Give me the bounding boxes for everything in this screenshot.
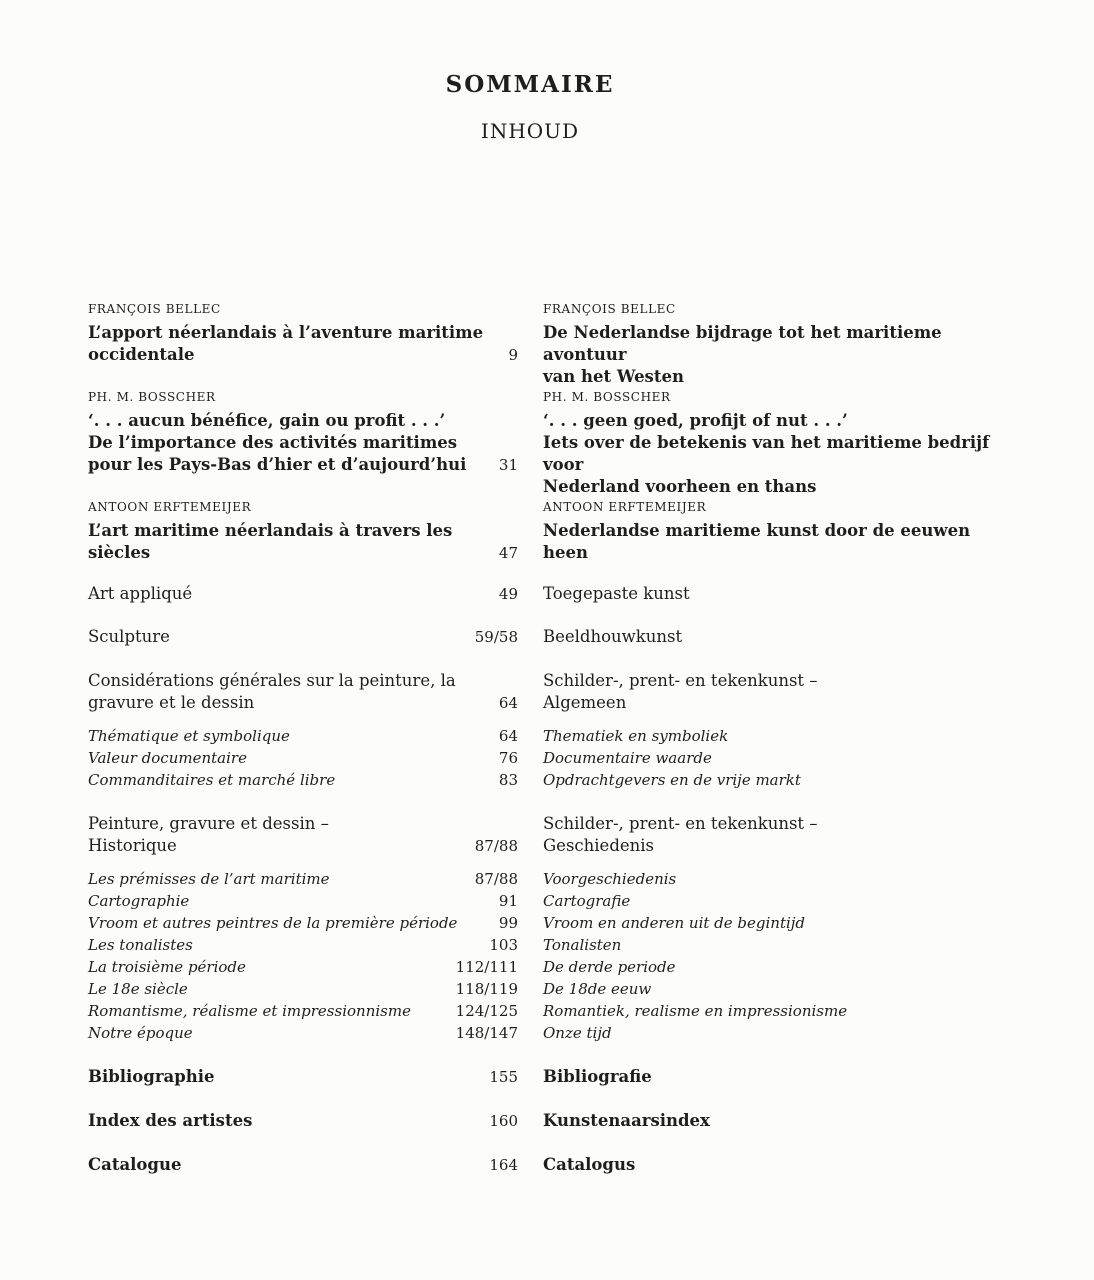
article-title-line: L’apport néerlandais à l’aventure maritime — [88, 323, 484, 342]
subsection-title[interactable]: Thematiek en symboliek — [543, 727, 729, 745]
toc-entry-fr[interactable] — [88, 626, 518, 648]
toc-subentry[interactable] — [88, 1022, 518, 1044]
toc-entry-nl[interactable] — [543, 302, 993, 388]
page-number: 103 — [489, 936, 518, 954]
toc-subsection-list-nl — [543, 868, 993, 1044]
back-matter-title: Bibliographie — [88, 1067, 215, 1086]
toc-entry-fr[interactable] — [88, 1154, 518, 1176]
back-matter-title: Index des artistes — [88, 1111, 253, 1130]
toc-subsection-list-fr — [88, 725, 518, 791]
page-number: 49 — [498, 585, 518, 603]
page-number: 91 — [498, 892, 518, 910]
subsection-title: Vroom et autres peintres de la première période — [88, 914, 458, 932]
page-number: 31 — [498, 456, 518, 474]
article-title-line: pour les Pays-Bas d’hier et d’aujourd’hui — [88, 455, 467, 474]
toc-subentry[interactable] — [88, 934, 518, 956]
subsection-title[interactable]: Tonalisten — [543, 936, 622, 954]
toc-entry-nl[interactable] — [543, 1066, 993, 1088]
page-number: 87/88 — [474, 837, 518, 855]
page-number: 124/125 — [455, 1002, 518, 1020]
toc-entry-nl[interactable] — [543, 583, 993, 605]
author-name: PH. M. BOSSCHER — [543, 390, 671, 404]
author-name: ANTOON ERFTEMEIJER — [543, 500, 707, 514]
toc-entry-nl[interactable] — [543, 500, 993, 564]
subsection-title: Les prémisses de l’art maritime — [88, 870, 330, 888]
subsection-title: Les tonalistes — [88, 936, 193, 954]
subsection-title: Valeur documentaire — [88, 749, 247, 767]
toc-entry-nl[interactable] — [543, 670, 993, 714]
toc-subentry[interactable] — [88, 747, 518, 769]
toc-entry-fr[interactable] — [88, 583, 518, 605]
page-number: 9 — [508, 346, 518, 364]
article-title-line: Nederland voorheen en thans — [543, 477, 817, 496]
subsection-title[interactable]: Opdrachtgevers en de vrije markt — [543, 771, 801, 789]
article-title-line: siècles — [88, 543, 151, 562]
section-title: Schilder-, prent- en tekenkunst – — [543, 814, 818, 833]
subsection-title: Thématique et symbolique — [88, 727, 290, 745]
subsection-title[interactable]: De derde periode — [543, 958, 676, 976]
author-name: ANTOON ERFTEMEIJER — [88, 500, 252, 514]
toc-subsection-list-nl — [543, 725, 993, 791]
toc-entry-fr[interactable] — [88, 670, 518, 714]
toc-subentry[interactable] — [88, 890, 518, 912]
page-number: 148/147 — [455, 1024, 518, 1042]
page-number: 118/119 — [455, 980, 518, 998]
article-title-line: Iets over de betekenis van het maritieme bedrijf voor — [543, 433, 990, 474]
toc-subentry[interactable] — [88, 1000, 518, 1022]
section-title: Art appliqué — [88, 584, 193, 603]
toc-entry-nl[interactable] — [543, 813, 993, 857]
section-title: Geschiedenis — [543, 836, 655, 855]
page-number: 47 — [498, 544, 518, 562]
section-title: Considérations générales sur la peinture, la — [88, 671, 456, 690]
page-number: 99 — [498, 914, 518, 932]
article-title-line: ‘. . . geen goed, profijt of nut . . .’ — [543, 411, 848, 430]
back-matter-title: Bibliografie — [543, 1067, 652, 1086]
toc-entry-fr[interactable] — [88, 813, 518, 857]
article-title-line: De l’importance des activités maritimes — [88, 433, 458, 452]
toc-entry-fr[interactable] — [88, 500, 518, 564]
page-number: 59/58 — [474, 628, 518, 646]
subsection-title[interactable]: Onze tijd — [543, 1024, 612, 1042]
page-number: 155 — [489, 1068, 518, 1086]
subsection-title[interactable]: De 18de eeuw — [543, 980, 652, 998]
title-nl: INHOUD — [480, 119, 580, 143]
toc-subentry[interactable] — [88, 769, 518, 791]
article-title-line: van het Westen — [543, 367, 684, 386]
page-number: 164 — [489, 1156, 518, 1174]
subsection-title: Le 18e siècle — [88, 980, 188, 998]
section-title: Peinture, gravure et dessin – — [88, 814, 329, 833]
toc-entry-fr[interactable] — [88, 1110, 518, 1132]
section-title: Toegepaste kunst — [543, 584, 690, 603]
toc-entry-nl[interactable] — [543, 1110, 993, 1132]
subsection-title[interactable]: Romantiek, realisme en impressionisme — [543, 1002, 848, 1020]
article-title-line: Nederlandse maritieme kunst door de eeuwen heen — [543, 521, 971, 562]
toc-entry-fr[interactable] — [88, 302, 518, 366]
article-title-line: ‘. . . aucun bénéfice, gain ou profit . . .’ — [88, 411, 446, 430]
article-title-line: De Nederlandse bijdrage tot het maritieme avontuur — [543, 323, 942, 364]
back-matter-title: Catalogue — [88, 1155, 182, 1174]
toc-subsection-list-fr — [88, 868, 518, 1044]
page-number: 76 — [498, 749, 518, 767]
title-fr: SOMMAIRE — [445, 71, 615, 98]
section-title: Historique — [88, 836, 177, 855]
subsection-title: Romantisme, réalisme et impressionnisme — [88, 1002, 411, 1020]
page-number: 160 — [489, 1112, 518, 1130]
section-title: Beeldhouwkunst — [543, 627, 683, 646]
author-name: FRANÇOIS BELLEC — [543, 302, 676, 316]
section-title: gravure et le dessin — [88, 693, 255, 712]
section-title: Sculpture — [88, 627, 170, 646]
toc-entry-nl[interactable] — [543, 626, 993, 648]
toc-entry-fr[interactable] — [88, 390, 518, 476]
toc-subentry[interactable] — [88, 912, 518, 934]
article-title-line: occidentale — [88, 345, 195, 364]
section-title: Schilder-, prent- en tekenkunst – — [543, 671, 818, 690]
subsection-title[interactable]: Vroom en anderen uit de begintijd — [543, 914, 806, 932]
back-matter-title: Kunstenaarsindex — [543, 1111, 710, 1130]
toc-entry-nl[interactable] — [543, 390, 993, 498]
page-number: 112/111 — [455, 958, 518, 976]
subsection-title: Cartographie — [88, 892, 190, 910]
toc-subentry[interactable] — [88, 868, 518, 890]
page-number: 87/88 — [474, 870, 518, 888]
toc-entry-fr[interactable] — [88, 1066, 518, 1088]
subsection-title[interactable]: Voorgeschiedenis — [543, 870, 677, 888]
toc-entry-nl[interactable] — [543, 1154, 993, 1176]
author-name: FRANÇOIS BELLEC — [88, 302, 221, 316]
page-number: 83 — [498, 771, 518, 789]
author-name: PH. M. BOSSCHER — [88, 390, 216, 404]
subsection-title: Commanditaires et marché libre — [88, 771, 336, 789]
toc-subentry[interactable] — [88, 978, 518, 1000]
subsection-title[interactable]: Documentaire waarde — [543, 749, 712, 767]
toc-subentry[interactable] — [88, 956, 518, 978]
page-number: 64 — [498, 727, 518, 745]
section-title: Algemeen — [543, 693, 627, 712]
page-number: 64 — [498, 694, 518, 712]
back-matter-title: Catalogus — [543, 1155, 636, 1174]
article-title-line: L’art maritime néerlandais à travers les — [88, 521, 453, 540]
subsection-title: La troisième période — [88, 958, 246, 976]
toc-subentry[interactable] — [88, 725, 518, 747]
subsection-title: Notre époque — [88, 1024, 193, 1042]
subsection-title[interactable]: Cartografie — [543, 892, 631, 910]
